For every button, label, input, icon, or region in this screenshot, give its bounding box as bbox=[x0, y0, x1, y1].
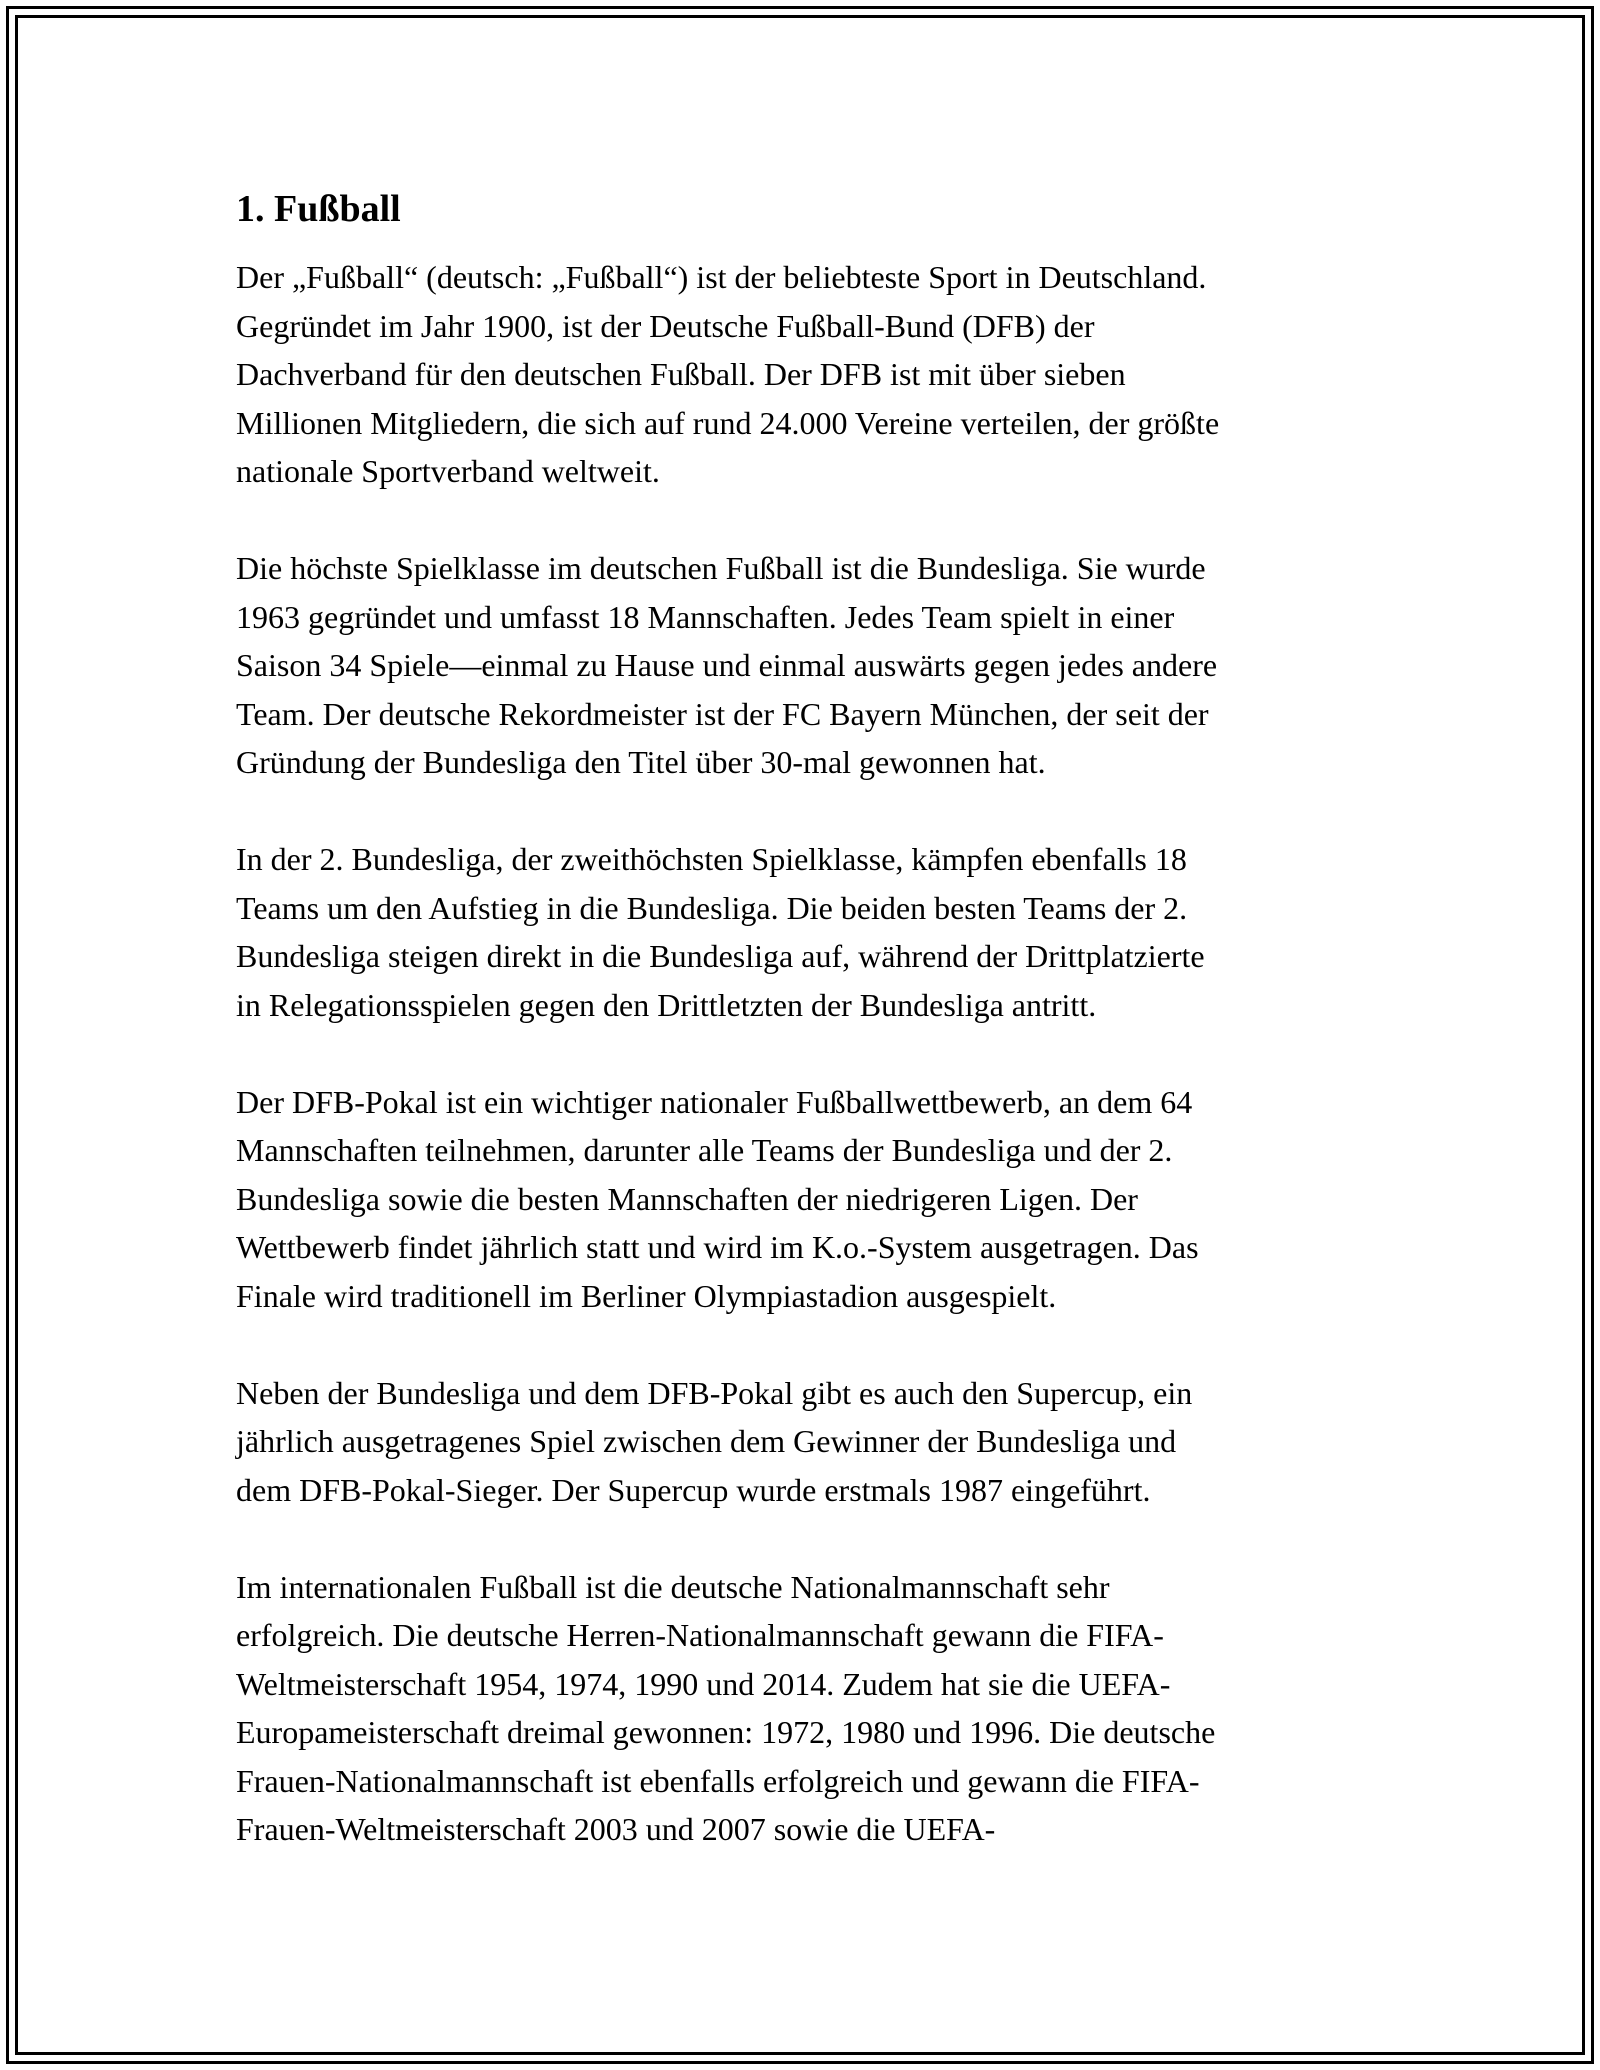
text-line: dem DFB-Pokal-Sieger. Der Supercup wurde erstmals 1987 eingeführt. bbox=[236, 1471, 1151, 1508]
paragraph-supercup bbox=[236, 1369, 1396, 1515]
text-line: Wettbewerb findet jährlich statt und wird im K.o.-System ausgetragen. Das bbox=[236, 1229, 1199, 1265]
text-line: Frauen-Weltmeisterschaft 2003 und 2007 sowie die UEFA- bbox=[236, 1811, 996, 1847]
text-line: Im internationalen Fußball ist die deutsche Nationalmannschaft sehr bbox=[236, 1568, 1110, 1605]
text-line: in Relegationsspielen gegen den Drittletzten der Bundesliga antritt. bbox=[236, 986, 1097, 1023]
section-heading: 1. Fußball bbox=[236, 188, 401, 230]
text-line: Europameisterschaft dreimal gewonnen: 1972, 1980 und 1996. Die deutsche bbox=[236, 1714, 1216, 1750]
text-line: Dachverband für den deutschen Fußball. Der DFB ist mit über sieben bbox=[236, 356, 1126, 392]
text-line: Team. Der deutsche Rekordmeister ist der FC Bayern München, der seit der bbox=[236, 695, 1209, 732]
paragraph-2-bundesliga bbox=[236, 835, 1396, 1029]
text-line: Bundesliga sowie die besten Mannschaften der niedrigeren Ligen. Der bbox=[236, 1180, 1138, 1217]
document-body bbox=[236, 185, 1396, 1902]
text-line: Bundesliga steigen direkt in die Bundesliga auf, während der Drittplatzierte bbox=[236, 938, 1205, 974]
text-line: Weltmeisterschaft 1954, 1974, 1990 und 2014. Zudem hat sie die UEFA- bbox=[236, 1665, 1171, 1702]
text-line: Gegründet im Jahr 1900, ist der Deutsche Fußball-Bund (DFB) der bbox=[236, 307, 1095, 344]
paragraph-nationalmannschaft bbox=[236, 1563, 1396, 1854]
paragraph-dfb-intro bbox=[236, 253, 1396, 496]
text-line: nationale Sportverband weltweit. bbox=[236, 453, 660, 489]
paragraph-bundesliga bbox=[236, 544, 1396, 787]
text-line: Frauen-Nationalmannschaft ist ebenfalls erfolgreich und gewann die FIFA- bbox=[236, 1762, 1200, 1799]
text-line: Mannschaften teilnehmen, darunter alle Teams der Bundesliga und der 2. bbox=[236, 1132, 1173, 1168]
text-line: Die höchste Spielklasse im deutschen Fußball ist die Bundesliga. Sie wurde bbox=[236, 550, 1206, 586]
text-line: jährlich ausgetragenes Spiel zwischen dem Gewinner der Bundesliga und bbox=[236, 1423, 1177, 1459]
paragraph-dfb-pokal bbox=[236, 1078, 1396, 1321]
text-line: Neben der Bundesliga und dem DFB-Pokal gibt es auch den Supercup, ein bbox=[236, 1374, 1193, 1411]
text-line: In der 2. Bundesliga, der zweithöchsten Spielklasse, kämpfen ebenfalls 18 bbox=[236, 841, 1187, 877]
text-line: Saison 34 Spiele—einmal zu Hause und einmal auswärts gegen jedes andere bbox=[236, 647, 1218, 683]
text-line: Teams um den Aufstieg in die Bundesliga. Die beiden besten Teams der 2. bbox=[236, 889, 1188, 926]
text-line: Der DFB-Pokal ist ein wichtiger nationaler Fußballwettbewerb, an dem 64 bbox=[236, 1083, 1193, 1120]
text-line: Millionen Mitgliedern, die sich auf rund 24.000 Vereine verteilen, der größte bbox=[236, 404, 1220, 441]
text-line: Der „Fußball“ (deutsch: „Fußball“) ist der beliebteste Sport in Deutschland. bbox=[236, 259, 1207, 295]
text-line: erfolgreich. Die deutsche Herren-Nationalmannschaft gewann die FIFA- bbox=[236, 1617, 1164, 1653]
text-line: 1963 gegründet und umfasst 18 Mannschaften. Jedes Team spielt in einer bbox=[236, 598, 1175, 635]
text-line: Finale wird traditionell im Berliner Olympiastadion ausgespielt. bbox=[236, 1277, 1057, 1314]
text-line: Gründung der Bundesliga den Titel über 30-mal gewonnen hat. bbox=[236, 744, 1046, 780]
